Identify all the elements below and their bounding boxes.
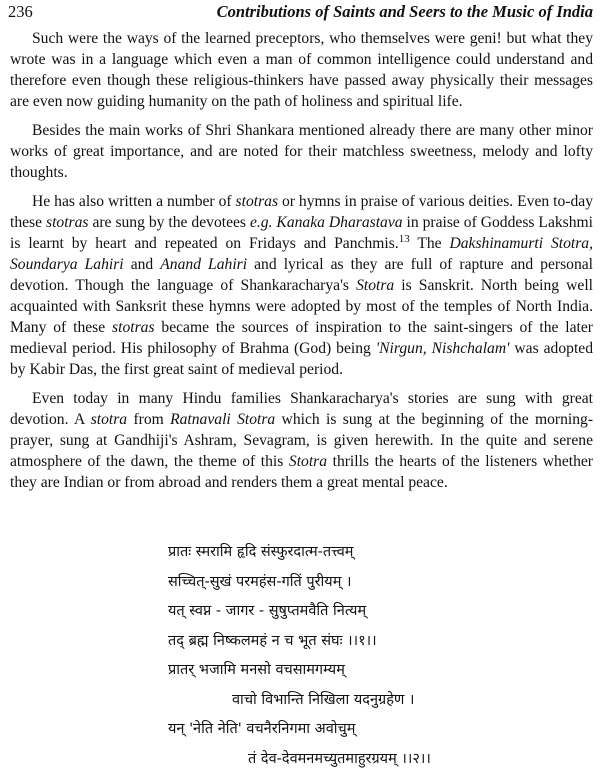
paragraph bbox=[10, 120, 593, 183]
text-run: He has also written a number of bbox=[32, 193, 236, 210]
verse-line: प्रातः स्मरामि हृदि संस्फुरदात्म-तत्त्वम् bbox=[168, 538, 588, 568]
text-run: Even today in many Hindu families Shankaracharya's stories are sung with great devotion. A bbox=[10, 390, 593, 428]
verse-line: तद् ब्रह्म निष्कलमहं न च भूत संघः ।।१।। bbox=[168, 627, 588, 657]
text-run: are sung by the devotees bbox=[88, 214, 249, 231]
italic-term: Ratnavali Stotra bbox=[170, 411, 275, 428]
paragraph bbox=[10, 191, 593, 380]
page-header bbox=[8, 2, 593, 24]
text-run: and bbox=[124, 256, 161, 273]
italic-term: Anand Lahiri bbox=[160, 256, 247, 273]
footnote-ref: 13 bbox=[399, 233, 410, 245]
verse-line: यत् स्वप्न - जागर - सुषुप्तमवैति नित्यम् bbox=[168, 597, 588, 627]
italic-term: e.g. Kanaka Dharastava bbox=[250, 214, 403, 231]
italic-term: Dakshinamurti Stotra, Soundarya Lahiri bbox=[10, 235, 593, 273]
verse-line: वाचो विभान्ति निखिला यदनुग्रहेण । bbox=[168, 686, 588, 716]
text-run: The bbox=[410, 235, 450, 252]
text-run: or hymns in praise of various deities. Even to-day these bbox=[10, 193, 593, 231]
italic-term: stotra bbox=[91, 411, 127, 428]
italic-term: Stotra bbox=[356, 277, 394, 294]
page-number: 236 bbox=[8, 2, 33, 22]
text-run: became the sources of inspiration to the saint-singers of the later medieval period. His philosophy of Brahma (God) being bbox=[10, 319, 593, 357]
italic-term: stotras bbox=[236, 193, 278, 210]
text-run: thrills the hearts of the listeners whether they are Indian or from abroad and renders them a great mental peace. bbox=[10, 453, 593, 491]
text-run: which is sung at the beginning of the morning-prayer, sung at Gandhiji's Ashram, Sevagram, is given herewith. In the quite and serene atmosphere of the dawn, the theme of this bbox=[10, 411, 593, 470]
text-run: Such were the ways of the learned preceptors, who themselves were geni! but what they wrote was in a language which even a man of common intelligence could understand and therefore even though these religious-thinkers have passed away physically their messages are even now guiding humanity on the path of holiness and spiritual life. bbox=[10, 30, 593, 110]
text-run: and lyrical as they are full of rapture and personal devotion. Though the language of Shankaracharya's bbox=[10, 256, 593, 294]
verse-line: प्रातर् भजामि मनसो वचसामगम्यम् bbox=[168, 656, 588, 686]
italic-term: 'Nirgun, Nishchalam' bbox=[376, 340, 510, 357]
paragraph bbox=[10, 388, 593, 493]
verse-line: यन् 'नेति नेति' वचनैरनिगमा अवोचुम् bbox=[168, 715, 588, 745]
text-run: Besides the main works of Shri Shankara mentioned already there are many other minor works of great importance, and are noted for their matchless sweetness, melody and lofty thoughts. bbox=[10, 122, 593, 181]
sanskrit-verse-block bbox=[168, 538, 588, 774]
text-run: from bbox=[127, 411, 170, 428]
body-text bbox=[10, 28, 593, 501]
running-head: Contributions of Saints and Seers to the Music of India bbox=[217, 2, 593, 22]
text-run: is Sanskrit. North being well acquainted with Sanksrit these hymns were adopted by most of the temples of North India. Many of these bbox=[10, 277, 593, 336]
italic-term: Stotra bbox=[289, 453, 327, 470]
italic-term: stotras bbox=[46, 214, 88, 231]
paragraph bbox=[10, 28, 593, 112]
verse-line: तं देव-देवमनमच्युतमाहुरग्रयम् ।।२।। bbox=[168, 745, 588, 774]
italic-term: stotras bbox=[112, 319, 154, 336]
verse-line: सच्चित्-सुखं परमहंस-गतिं पुरीयम् । bbox=[168, 568, 588, 598]
text-run: was adopted by Kabir Das, the first great saint of medieval period. bbox=[10, 340, 593, 378]
text-run: in praise of Goddess Lakshmi is learnt by heart and repeated on Fridays and Panchmis. bbox=[10, 214, 593, 252]
